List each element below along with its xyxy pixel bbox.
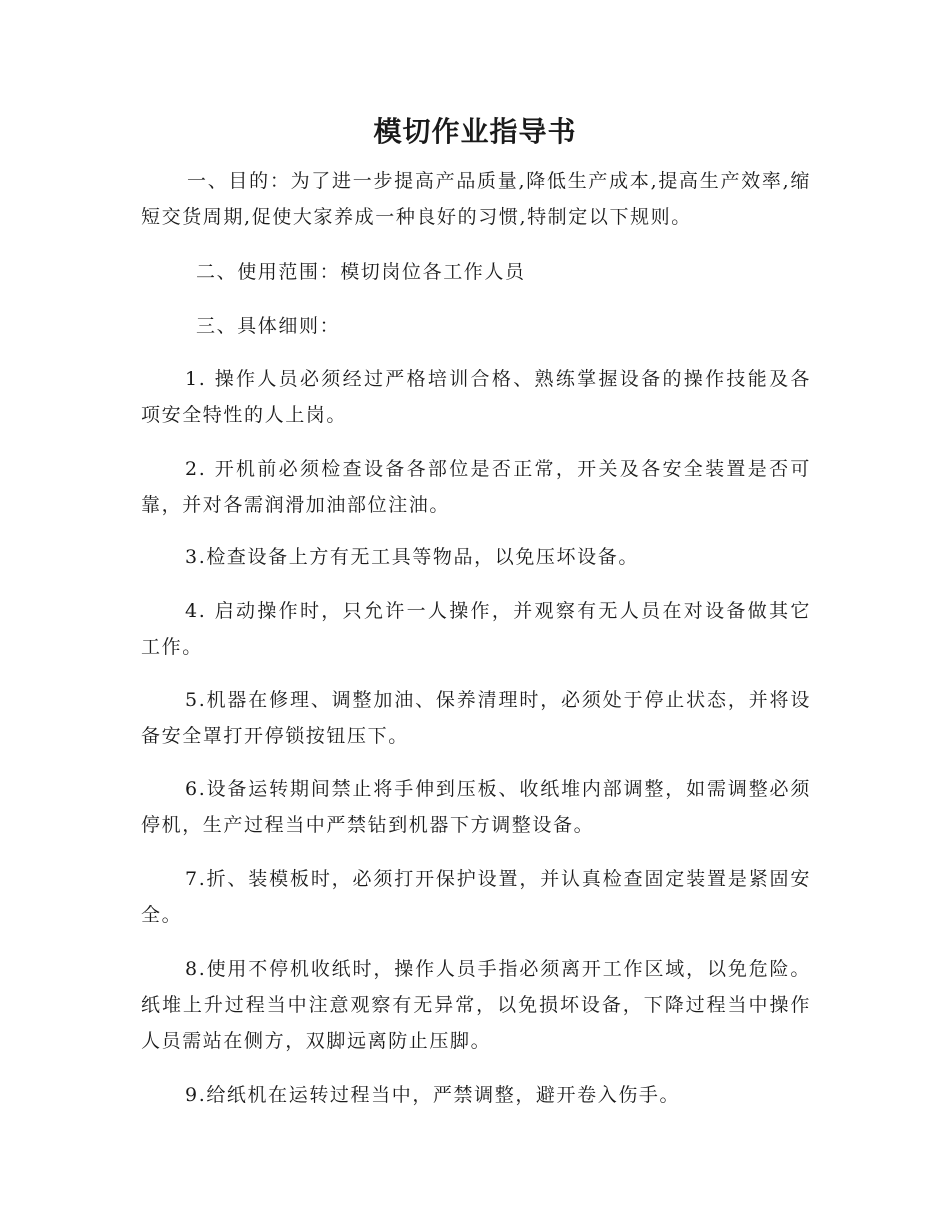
rule-item-3: 3.检查设备上方有无工具等物品，以免压坏设备。 xyxy=(185,546,639,568)
rule-item-4: 4. 启动操作时，只允许一人操作，并观察有无人员在对设备做其它工作。 xyxy=(141,600,811,658)
document-title: 模切作业指导书 xyxy=(373,115,577,148)
rule-item-6: 6.设备运转期间禁止将手伸到压板、收纸堆内部调整，如需调整必须停机，生产过程当中严禁钻到机器下方调整设备。 xyxy=(141,778,811,836)
rule-item-7: 7.折、装模板时，必须打开保护设置，并认真检查固定装置是紧固安全。 xyxy=(141,868,811,926)
rule-item-5: 5.机器在修理、调整加油、保养清理时，必须处于停止状态，并将设备安全罩打开停锁按钮压下。 xyxy=(141,689,811,747)
paragraph-scope: 二、使用范围：模切岗位各工作人员 xyxy=(196,261,526,283)
rule-item-8: 8.使用不停机收纸时，操作人员手指必须离开工作区域，以免危险。纸堆上升过程当中注意观察有无异常，以免损坏设备，下降过程当中操作人员需站在侧方，双脚远离防止压脚。 xyxy=(141,958,811,1052)
paragraph-purpose: 一、目的：为了进一步提高产品质量,降低生产成本,提高生产效率,缩短交货周期,促使大家养成一种良好的习惯,特制定以下规则。 xyxy=(141,170,811,228)
paragraph-rules-heading: 三、具体细则： xyxy=(196,315,341,337)
rule-item-2: 2. 开机前必须检查设备各部位是否正常，开关及各安全装置是否可靠，并对各需润滑加油部位注油。 xyxy=(141,458,811,516)
rule-item-9: 9.给纸机在运转过程当中，严禁调整，避开卷入伤手。 xyxy=(185,1084,681,1106)
rule-item-1: 1. 操作人员必须经过严格培训合格、熟练掌握设备的操作技能及各项安全特性的人上岗。 xyxy=(141,368,811,426)
